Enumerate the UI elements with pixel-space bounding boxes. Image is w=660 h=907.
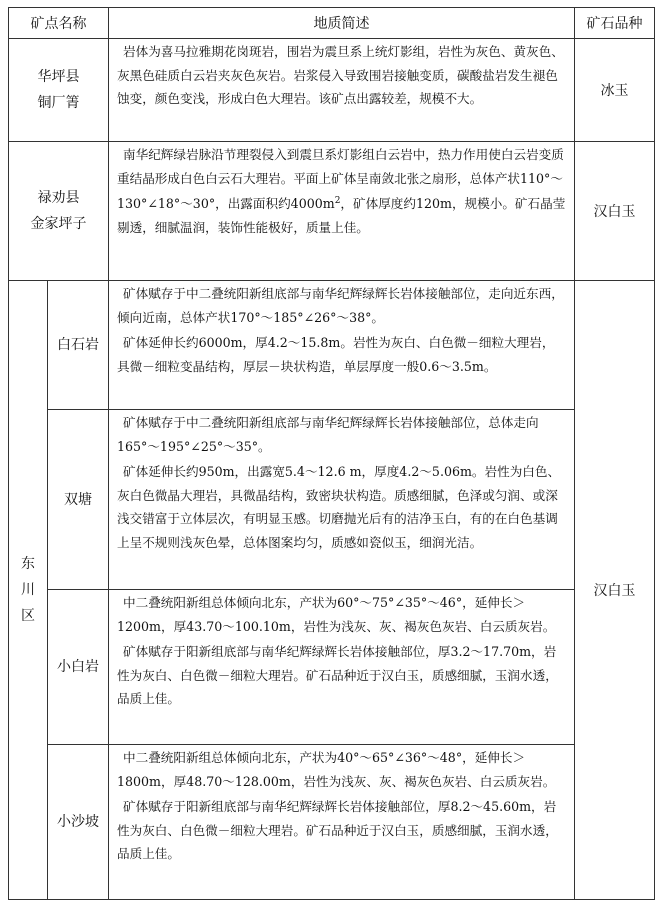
site-cell: 华坪县 铜厂箐 [9, 39, 109, 142]
header-row [9, 8, 655, 39]
product-cell: 汉白玉 [575, 142, 655, 281]
product-cell: 汉白玉 [575, 281, 655, 900]
site-cell: 白石岩 [48, 281, 109, 410]
geology-cell: 中二叠统阳新组总体倾向北东，产状为60°～75°∠35°～46°，延伸长＞1200m，厚43.70～100.10m，岩性为浅灰、灰、褐灰色灰岩、白云质灰岩。 矿体赋存于阳新组底部与南华纪辉绿辉长岩体接触部位，厚3.2～17.70m，岩性为灰白、白色微－细粒大理岩。矿石品种近于汉白玉，质感细腻，玉润水透，品质上佳。 [109, 590, 575, 745]
geology-cell: 中二叠统阳新组总体倾向北东，产状为40°～65°∠36°～48°，延伸长＞1800m，厚48.70～128.00m，岩性为浅灰、灰、褐灰色灰岩、白云质灰岩。 矿体赋存于阳新组底部与南华纪辉绿辉长岩体接触部位，厚8.2～45.60m，岩性为灰白、白色微－细粒大理岩。矿石品种近于汉白玉，质感细腻，玉润水透，品质上佳。 [109, 745, 575, 900]
header-product: 矿石品种 [575, 8, 655, 39]
site-cell: 禄劝县 金家坪子 [9, 142, 109, 281]
geology-cell: 岩体为喜马拉雅期花岗斑岩，围岩为震旦系上统灯影组，岩性为灰色、黄灰色、灰黑色硅质白云岩夹灰色灰岩。岩浆侵入导致围岩接触变质，碳酸盐岩发生褪色蚀变，颜色变浅，形成白色大理岩。该矿点出露较差，规模不大。 [109, 39, 575, 142]
table-row [9, 142, 655, 281]
table-row [9, 590, 655, 745]
geology-cell: 南华纪辉绿岩脉沿节理裂侵入到震旦系灯影组白云岩中，热力作用使白云岩变质重结晶形成白色白云石大理岩。平面上矿体呈南敛北张之扇形，总体产状110°～130°∠18°～30°，出露面积约$4000m^2$，矿体厚度约120m，规模小。矿石晶莹剔透，细腻温润，装饰性能极好，质量上佳。 [109, 142, 575, 281]
mineral-table [8, 7, 655, 900]
table-row [9, 281, 655, 410]
geology-cell: 矿体赋存于中二叠统阳新组底部与南华纪辉绿辉长岩体接触部位，总体走向165°～195°∠25°～35°。 矿体延伸长约950m，出露宽5.4～12.6 m，厚度4.2～5.06m。岩性为白色、灰白色微晶大理岩，具微晶结构，致密块状构造。质感细腻，色泽或匀润、或深浅交错富于立体层次，有明显玉感。切磨抛光后有的洁净玉白，有的在白色基调上呈不规则浅灰色晕，总体图案均匀，质感如瓷似玉，细润光洁。 [109, 410, 575, 590]
site-cell: 双塘 [48, 410, 109, 590]
district-cell: 东 川 区 [9, 281, 48, 900]
site-cell: 小白岩 [48, 590, 109, 745]
header-geology: 地质简述 [109, 8, 575, 39]
table-row [9, 39, 655, 142]
geology-cell: 矿体赋存于中二叠统阳新组底部与南华纪辉绿辉长岩体接触部位，走向近东西，倾向近南，总体产状170°～185°∠26°～38°。 矿体延伸长约6000m，厚4.2～15.8m。岩性为灰白、白色微－细粒大理岩，具微－细粒变晶结构，厚层－块状构造，单层厚度一般0.6～3.5m。 [109, 281, 575, 410]
product-cell: 冰玉 [575, 39, 655, 142]
header-site: 矿点名称 [9, 8, 109, 39]
site-cell: 小沙坡 [48, 745, 109, 900]
table-row [9, 745, 655, 900]
table-row [9, 410, 655, 590]
